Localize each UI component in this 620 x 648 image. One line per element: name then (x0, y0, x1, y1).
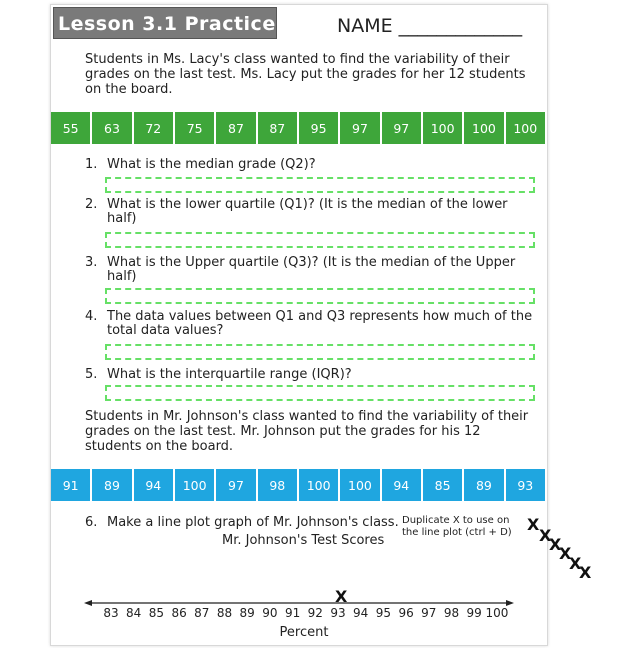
grade-cell: 98 (258, 469, 299, 501)
tick-label: 86 (171, 606, 187, 620)
instruction-note: Duplicate X to use on the line plot (ctrl + D) (402, 515, 512, 538)
x-mark-1[interactable]: X (527, 515, 540, 534)
tick-label: 98 (443, 606, 460, 620)
question-text: The data values between Q1 and Q3 represents how much of the total data values? (107, 309, 533, 338)
x-mark-3[interactable]: X (549, 535, 562, 554)
x-mark-2[interactable]: X (539, 526, 552, 545)
question-number: 2. (85, 197, 98, 212)
tick-label: 96 (398, 606, 414, 620)
question-number: 6. (85, 515, 98, 530)
grade-cell: 94 (134, 469, 175, 501)
grade-cell: 100 (423, 112, 464, 144)
grade-cell: 94 (382, 469, 423, 501)
grade-cell: 87 (216, 112, 257, 144)
x-mark-placed[interactable]: X (335, 587, 348, 606)
question-text: What is the Upper quartile (Q3)? (It is the median of the Upper half) (107, 255, 516, 284)
tick-label: 91 (284, 606, 301, 620)
grade-cell: 85 (423, 469, 464, 501)
grade-cell: 55 (51, 112, 92, 144)
grade-cell: 89 (92, 469, 133, 501)
question-number: 1. (85, 157, 98, 172)
grade-cell: 93 (506, 469, 545, 501)
grade-cell: 100 (299, 469, 340, 501)
x-mark-4[interactable]: X (559, 544, 572, 563)
intro-lacy: Students in Ms. Lacy's class wanted to find the variability of their grades on the last test. Ms. Lacy put the grades for her 12 students on the board. (85, 52, 526, 97)
question-text: What is the interquartile range (IQR)? (107, 367, 352, 382)
axis-label: Percent (279, 625, 329, 640)
name-field[interactable]: NAME _____________ (337, 15, 523, 37)
tick-label: 87 (194, 606, 210, 620)
grade-cell: 100 (340, 469, 381, 501)
grade-cell: 97 (382, 112, 423, 144)
left-arrow-icon (84, 600, 92, 606)
grade-cell: 95 (299, 112, 340, 144)
question-number: 5. (85, 367, 98, 382)
question-number: 4. (85, 309, 98, 324)
tick-label: 100 (485, 606, 509, 620)
grade-cell: 100 (506, 112, 545, 144)
tick-label: 88 (216, 606, 233, 620)
question-text: What is the median grade (Q2)? (107, 157, 316, 172)
grade-cell: 100 (175, 469, 216, 501)
grade-cell: 87 (258, 112, 299, 144)
grade-cell: 97 (340, 112, 381, 144)
plot-title: Mr. Johnson's Test Scores (222, 533, 385, 548)
tick-label: 92 (307, 606, 323, 620)
tick-label: 94 (353, 606, 369, 620)
tick-label: 93 (330, 606, 346, 620)
grade-cell: 100 (464, 112, 505, 144)
tick-label: 95 (375, 606, 392, 620)
grade-cell: 91 (51, 469, 92, 501)
tick-label: 90 (262, 606, 278, 620)
question-text: Make a line plot graph of Mr. Johnson's class. (107, 515, 399, 530)
tick-label: 97 (421, 606, 437, 620)
question-number: 3. (85, 255, 98, 270)
grade-cell: 63 (92, 112, 133, 144)
question-text: What is the lower quartile (Q1)? (It is the median of the lower half) (107, 197, 508, 226)
x-mark-6[interactable]: X (579, 563, 592, 582)
grade-cell: 89 (464, 469, 505, 501)
grade-cell: 75 (175, 112, 216, 144)
grade-cell: 97 (216, 469, 257, 501)
tick-label: 83 (103, 606, 119, 620)
tick-label: 99 (466, 606, 482, 620)
tick-label: 84 (126, 606, 142, 620)
tick-label: 85 (148, 606, 165, 620)
grade-cell: 72 (134, 112, 175, 144)
intro-johnson: Students in Mr. Johnson's class wanted to find the variability of their grades on the last test. Mr. Johnson put the grades for his 12 students on the board. (85, 409, 529, 454)
lesson-title: Lesson 3.1 Practice (53, 7, 277, 39)
tick-label: 89 (239, 606, 255, 620)
x-mark-5[interactable]: X (569, 554, 582, 573)
